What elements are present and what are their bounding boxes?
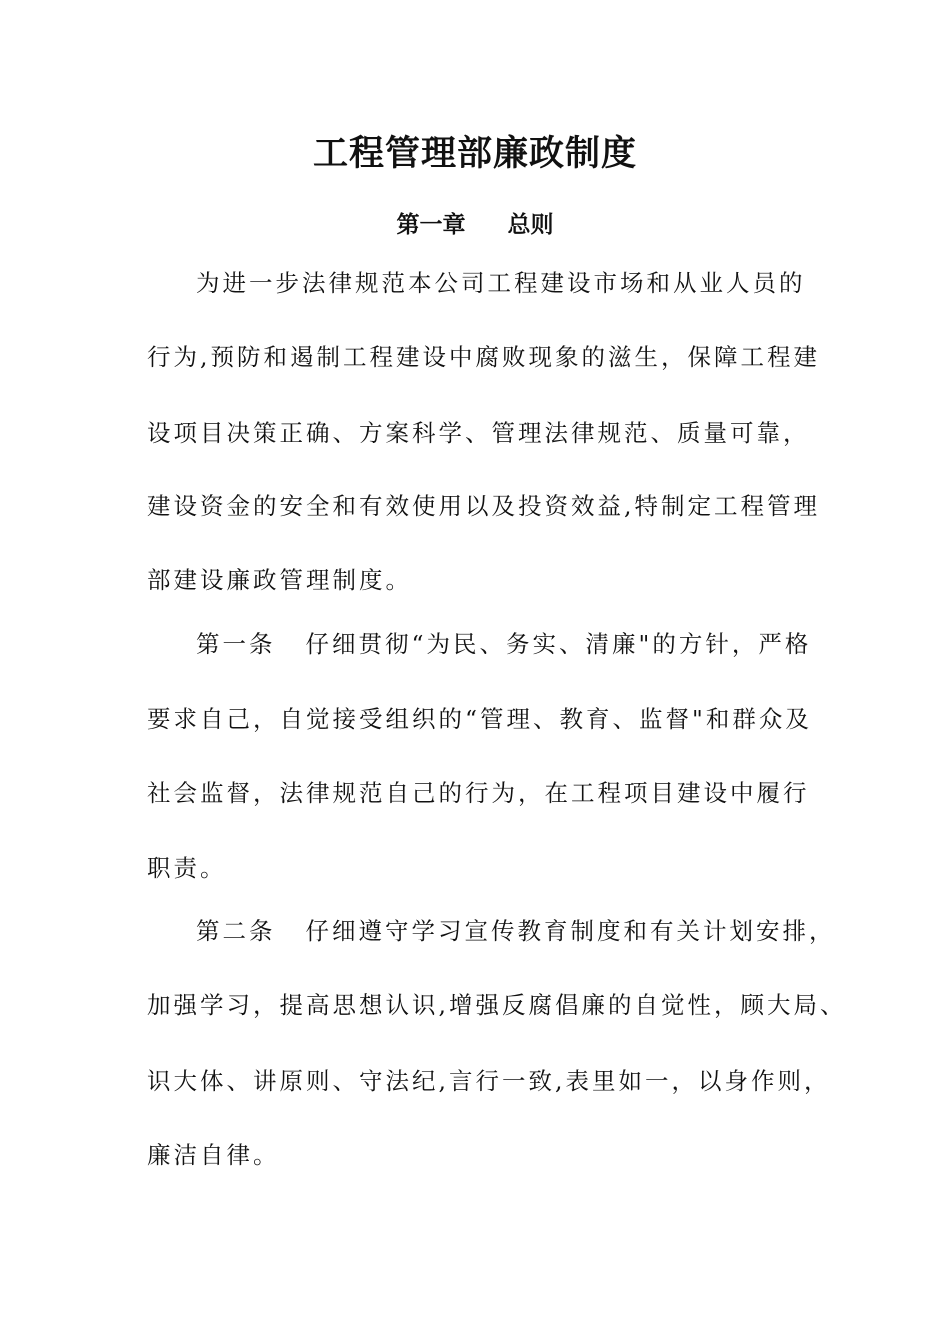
preamble-line: 部建设廉政管理制度。	[147, 566, 412, 594]
article-1-label: 第一条	[196, 630, 276, 658]
article-1-line: 职责。	[147, 854, 227, 882]
document-title: 工程管理部廉政制度	[312, 134, 637, 174]
preamble-line: 设项目决策正确、方案科学、管理法律规范、质量可靠，	[147, 419, 810, 447]
chapter-number: 第一章	[396, 212, 466, 238]
article-2-line: 加强学习，提高思想认识,增强反腐倡廉的自觉性，顾大局、	[147, 991, 847, 1019]
preamble-line: 行为,预防和遏制工程建设中腐败现象的滋生，保障工程建	[147, 343, 820, 371]
preamble-line: 建设资金的安全和有效使用以及投资效益,特制定工程管理	[147, 492, 820, 520]
article-1-line: 社会监督，法律规范自己的行为，在工程项目建设中履行	[147, 779, 810, 807]
article-2-label: 第二条	[196, 917, 276, 945]
article-2-line: 廉洁自律。	[147, 1141, 280, 1169]
article-2-text: 仔细遵守学习宣传教育制度和有关计划安排，	[305, 917, 836, 945]
article-2-line: 识大体、讲原则、守法纪,言行一致,表里如一，以身作则，	[147, 1067, 831, 1095]
chapter-heading	[0, 206, 950, 239]
preamble-line: 为进一步法律规范本公司工程建设市场和从业人员的	[196, 269, 806, 297]
chapter-name: 总则	[507, 212, 554, 238]
article-1-text: 仔细贯彻“为民、务实、清廉"的方针，严格	[305, 630, 812, 658]
article-1-line: 要求自己，自觉接受组织的“管理、教育、监督"和群众及	[147, 705, 812, 733]
article-1-line	[196, 629, 811, 659]
article-2-line	[196, 916, 836, 946]
